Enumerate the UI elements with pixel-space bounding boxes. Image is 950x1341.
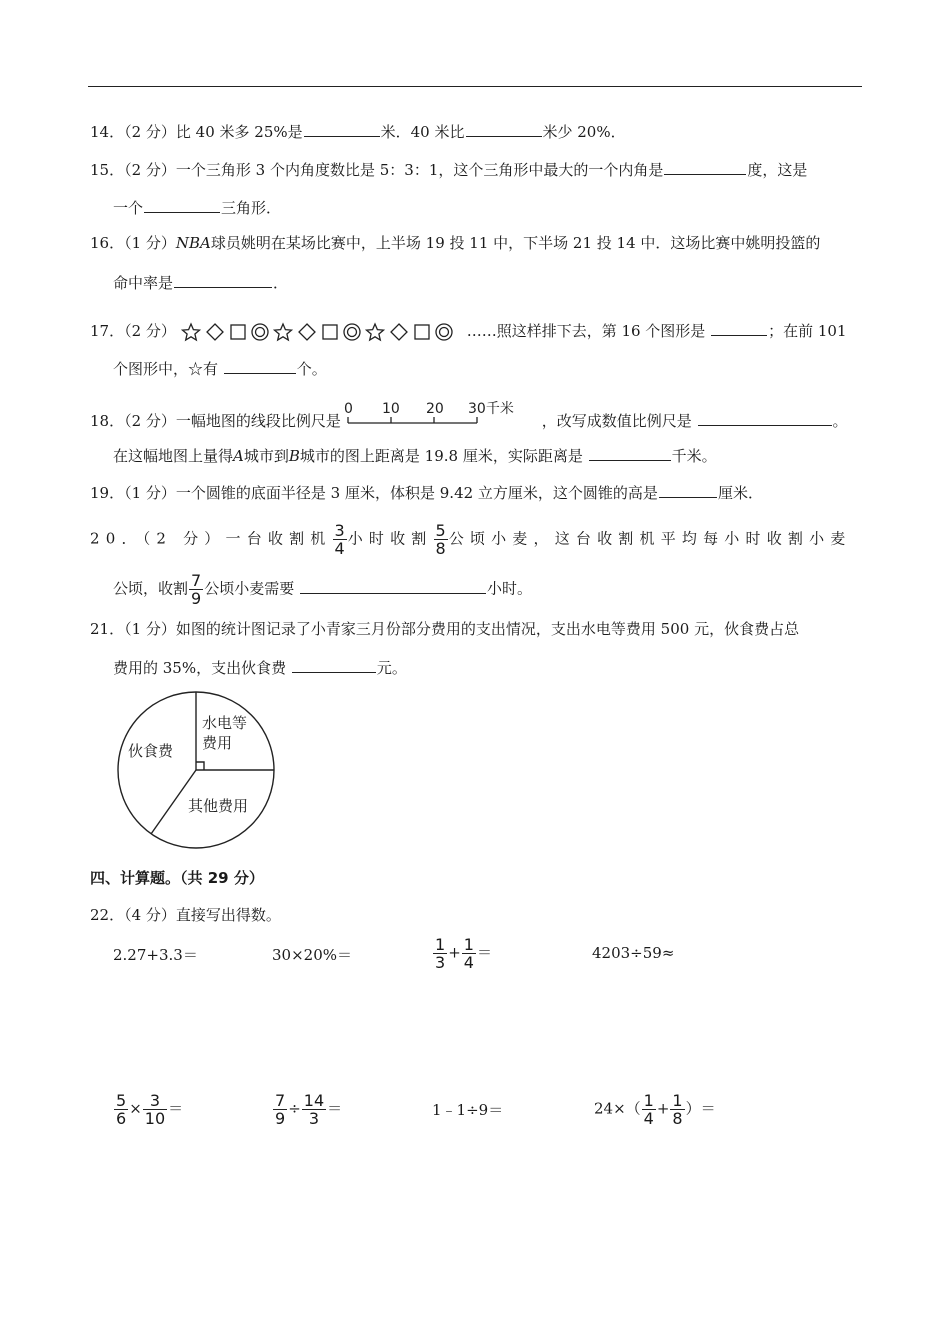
expense-pie-chart — [112, 690, 284, 850]
fraction: $\frac{3}{4}$ — [334, 521, 345, 558]
header-rule — [88, 86, 862, 87]
calc-item-2: 30×20%＝ — [272, 946, 352, 964]
section-title: 四、计算题。（共 29 分） — [90, 869, 264, 887]
question-21-cont: 费用的 35%，支出伙食费 元。 — [113, 656, 407, 679]
answer-blank[interactable] — [589, 444, 671, 461]
question-20: 20．（2 分）一台收割机 $\frac{3}{4}$ 小时收割 $\frac{5}{8}$ 公顷小麦，这台收割机平均每小时收割小麦 — [90, 521, 852, 558]
calc-item-7: 1﹣1÷9＝ — [432, 1101, 504, 1119]
answer-blank[interactable] — [174, 271, 272, 288]
answer-blank[interactable] — [144, 196, 220, 213]
question-16: 16．（1 分）NBA球员姚明在某场比赛中，上半场 19 投 11 中，下半场 21 投 14 中．这场比赛中姚明投篮的 — [90, 234, 821, 252]
answer-blank[interactable] — [292, 656, 376, 673]
question-15: 15．（2 分）一个三角形 3 个内角度数比是 5：3：1，这个三角形中最大的一个内角是 度，这是 — [90, 158, 807, 181]
answer-blank[interactable] — [698, 409, 832, 426]
pie-label-food: 伙食费 — [128, 742, 174, 760]
answer-blank[interactable] — [711, 319, 767, 336]
question-18: 18．（2 分）一幅地图的线段比例尺是 0 10 20 30千米 ，改写成数值比例尺是 。 — [90, 401, 848, 430]
question-20-cont: 公顷，收割 $\frac{7}{9}$ 公顷小麦需要 小时。 — [113, 571, 533, 608]
calc-item-8: 24×（ $\frac{1}{4}$ + $\frac{1}{8}$ ）＝ — [594, 1091, 716, 1128]
answer-blank[interactable] — [466, 120, 542, 137]
scale-label: 30千米 — [467, 401, 514, 417]
line-scale-bar — [343, 399, 542, 429]
question-17-cont: 个图形中，☆有 个。 — [113, 357, 327, 380]
question-17: 17．（2 分） ……照这样排下去，第 16 个图形是 ；在前 101 — [90, 319, 847, 342]
answer-blank[interactable] — [659, 481, 717, 498]
question-14: 14．（2 分）比 40 米多 25%是 米．40 米比 米少 20%． — [90, 120, 626, 143]
scale-label: 0 — [343, 401, 353, 417]
question-15-cont: 一个 三角形． — [113, 196, 281, 219]
calc-item-4: 4203÷59≈ — [592, 944, 675, 962]
scale-label: 20 — [425, 401, 444, 417]
question-16-cont: 命中率是 ． — [113, 271, 288, 294]
answer-blank[interactable] — [304, 120, 380, 137]
calc-item-6: $\frac{7}{9}$ ÷ $\frac{14}{3}$ ＝ — [275, 1091, 343, 1128]
pie-label-other: 其他费用 — [188, 797, 249, 815]
question-18-cont: 在这幅地图上量得A城市到B城市的图上距离是 19.8 厘米，实际距离是 千米。 — [113, 444, 717, 467]
question-19: 19．（1 分）一个圆锥的底面半径是 3 厘米，体积是 9.42 立方厘米，这个圆锥的高是 厘米． — [90, 481, 763, 504]
question-21: 21．（1 分）如图的统计图记录了小青家三月份部分费用的支出情况，支出水电等费用 500 元，伙食费占总 — [90, 620, 800, 638]
answer-blank[interactable] — [224, 357, 296, 374]
pie-label-utility: 水电等 — [202, 714, 248, 732]
fraction: $\frac{7}{9}$ — [191, 571, 202, 608]
shape-pattern-icon — [181, 322, 467, 342]
answer-blank[interactable] — [664, 158, 746, 175]
calc-item-5: $\frac{5}{6}$ × $\frac{3}{10}$ ＝ — [116, 1091, 184, 1128]
scale-label: 10 — [381, 401, 400, 417]
answer-blank[interactable] — [300, 577, 486, 594]
fraction: $\frac{5}{8}$ — [435, 521, 446, 558]
question-22: 22．（4 分）直接写出得数。 — [90, 906, 281, 924]
calc-item-3: $\frac{1}{3}$ + $\frac{1}{4}$ ＝ — [435, 935, 492, 972]
pie-label-utility: 费用 — [202, 734, 233, 752]
calc-item-1: 2.27+3.3＝ — [113, 946, 198, 964]
